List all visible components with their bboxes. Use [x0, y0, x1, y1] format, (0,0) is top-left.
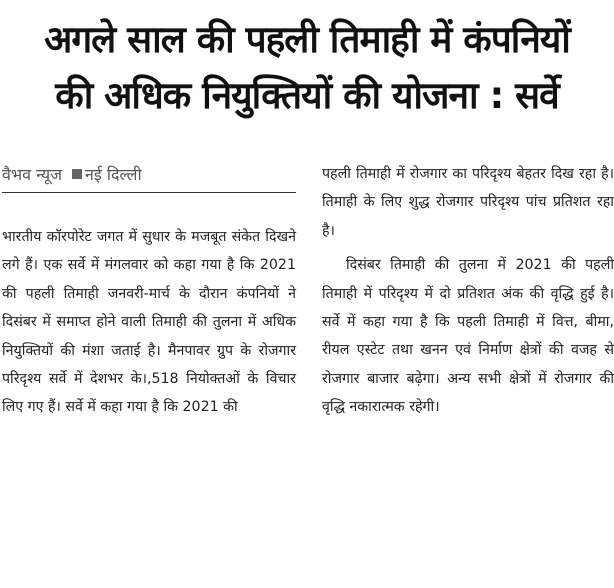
headline-line-2: की अधिक नियुक्तियों की योजना : सर्वे: [55, 74, 559, 117]
headline-line-1: अगले साल की पहली तिमाही में कंपनियों: [44, 18, 570, 61]
left-paragraph-1: भारतीय कॉरपोरेट जगत में सुधार के मजबूत संकेत दिखने लगे हैं। एक सर्वे में मंगलवार को कहा गया है कि 2021 की पहली तिमाही जनवरी-मार्च के दौरान कंपनियों ने दिसंबर में समाप्त होने वाली तिमाही की तुलना में अधिक नियुक्तियों की मंशा जताई है। मैनपावर ग्रुप के रोजगार परिदृश्य सर्वे में देशभर के।,518 नियोक्तओं के विचार लिए गए हैं। सर्वे में कहा गया है कि 2021 की: [2, 229, 296, 416]
headline: [0, 12, 614, 124]
square-bullet-icon: [72, 169, 82, 179]
right-column: [322, 160, 614, 422]
byline: [2, 160, 296, 193]
right-paragraph-2: दिसंबर तिमाही की तुलना में 2021 की पहली तिमाही में परिदृश्य में दो प्रतिशत अंक की वृद्धि हुई है। सर्वे में कहा गया है कि पहली तिमाही में वित्त, बीमा, रीयल एस्टेट तथा खनन एवं निर्माण क्षेत्रों की वजह से रोजगार बाजार बढ़ेगा। अन्य सभी क्षेत्रों में रोजगार की वृद्धि नकारात्मक रहेगी।: [322, 257, 614, 416]
byline-location: नई दिल्ली: [85, 165, 142, 184]
right-paragraph-1: पहली तिमाही में रोजगार का परिदृश्य बेहतर दिख रहा है। तिमाही के लिए शुद्ध रोजगार परिदृश्य पांच प्रतिशत रहा है।: [322, 166, 614, 239]
left-column: [2, 160, 296, 422]
byline-source: वैभव न्यूज: [2, 165, 62, 184]
